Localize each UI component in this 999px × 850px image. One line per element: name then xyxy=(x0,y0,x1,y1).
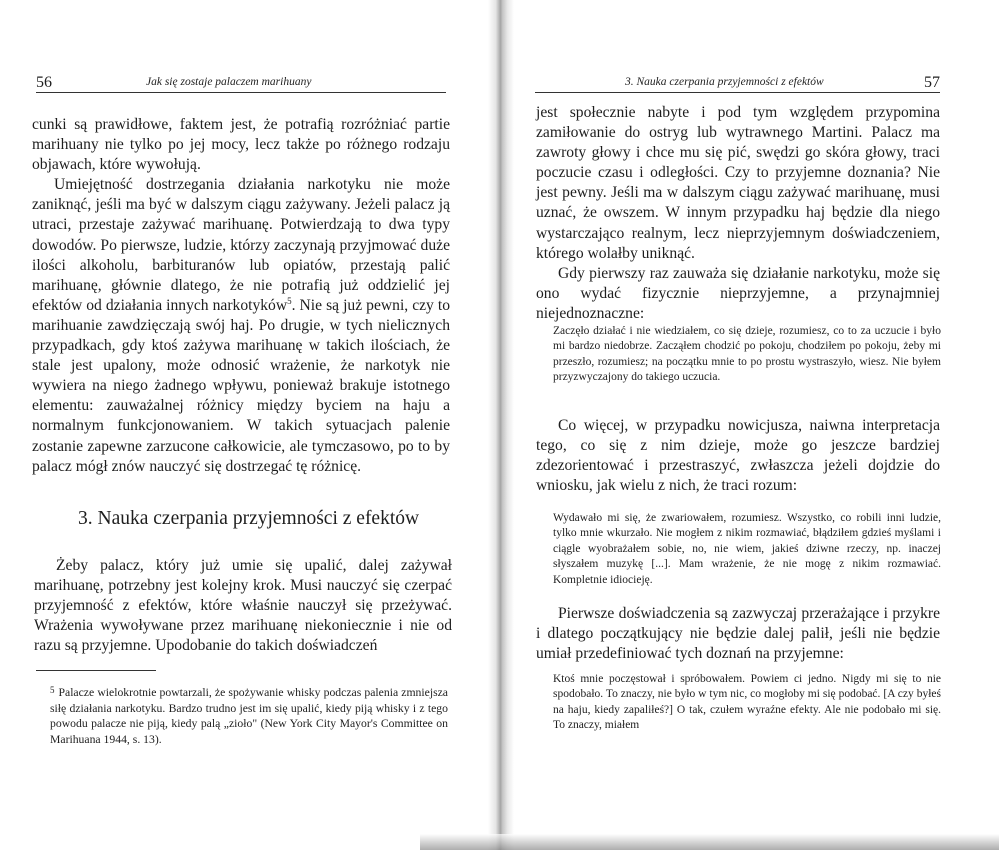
right-body-text-3 xyxy=(536,604,940,664)
interview-quote-3: Ktoś mnie poczęstował i spróbowałem. Powiem ci jedno. Nigdy mi się to nie spodobało. To znaczy, nie było w tym nic, co mogłoby mi się podobać. [A czy byłeś na haju, kiedy zapaliłeś?] O tak, czułem wyraźne efekty. Ale nie podobało mi się. To znaczy, miałem xyxy=(553,673,941,732)
scan-edge-bottom xyxy=(420,834,999,850)
right-page-number: 57 xyxy=(924,74,940,91)
right-body-text xyxy=(536,103,940,324)
left-paragraph-2-part-2: . Nie są już pewni, czy to marihuanie zawdzięczają swój haj. Po drugie, w tych nielicznych przypadkach, gdy ktoś zażywa marihuanę w takich ilościach, że stale jest upalony, może odnosić wrażenie, że narkotyk nie wywiera na niego żadnego wpływu, ponieważ brakuje istotnego elementu: zauważalnej różnicy między byciem na haju a normalnym funkcjonowaniem. W takich sytuacjach palenie zostanie zapewne zarzucone całkowicie, ale tymczasowo, po to by palacz mógł znów nauczyć się dostrzegać tę różnicę. xyxy=(32,296,450,475)
left-paragraph-3: Żeby palacz, który już umie się upalić, dalej zażywał marihuanę, potrzebny jest kolejny krok. Musi nauczyć się czerpać przyjemność z efektów, które właśnie nauczył się przeżywać. Wrażenia wywoływane przez marihuanę niekoniecznie i nie od razu są przyjemne. Upodobanie do takich doświadczeń xyxy=(34,557,452,655)
footnote-divider xyxy=(36,670,156,671)
footnote-reference: 5 xyxy=(287,295,292,306)
section-heading: 3. Nauka czerpania przyjemności z efektów xyxy=(78,508,420,529)
interview-quote-2: Wydawało mi się, że zwariowałem, rozumiesz. Wszystko, co robili inni ludzie, tylko mnie wkurzało. Nie mogłem z nikim rozmawiać, błądziłem gdzieś myślami i ciągle wyobrażałem sobie, no, nie wiem, jakieś dziwne rzeczy, np. inaczej słyszałem muzykę [...]. Mam wrażenie, że nie mogę z nikim rozmawiać. Kompletnie idiocieję. xyxy=(553,512,941,586)
left-page xyxy=(0,0,493,850)
book-gutter xyxy=(488,0,514,850)
right-running-head xyxy=(535,68,940,93)
left-paragraph-2 xyxy=(32,175,450,476)
footnote-text: Palacze wielokrotnie powtarzali, że spożywanie whisky podczas palenia zmniejsza siłę działania narkotyku. Bardzo trudno jest im się upalić, kiedy piją whisky i z tego powodu palacze nie piją, kiedy palą „zioło" (New York City Mayor's Committee on Marihuana 1944, s. 13). xyxy=(50,686,448,746)
right-body-text-2 xyxy=(536,416,940,496)
left-page-number: 56 xyxy=(36,74,52,91)
right-running-head-title: 3. Nauka czerpania przyjemności z efektów xyxy=(625,76,824,88)
left-running-head xyxy=(36,68,446,93)
right-paragraph-1: jest społecznie nabyte i pod tym względem przypomina zamiłowanie do ostryg lub wytrawnego Martini. Palacz ma zawroty głowy i chce mu się pić, swędzi go skóra głowy, traci poczucie czasu i odległości. Czy to przyjemne doznania? Nie jest pewny. Jeśli ma w dalszym ciągu zażywać marihuanę, musi uznać, że owszem. W innym przypadku haj będzie dla niego wystarczająco realnym, lecz nieprzyjemnym doświadczeniem, którego wolałby uniknąć. xyxy=(536,104,940,262)
left-paragraph-1: cunki są prawidłowe, faktem jest, że potrafią rozróżniać partie marihuany nie tylko po jej mocy, lecz także po różnego rodzaju objawach, które wywołują. xyxy=(32,116,450,174)
left-running-head-title: Jak się zostaje palaczem marihuany xyxy=(146,76,312,88)
left-paragraph-2-part-1: Umiejętność dostrzegania działania narkotyku nie może zaniknąć, jeśli ma być w dalszym ciągu zażywany. Jeżeli palacz ją utraci, przestaje zażywać marihuanę. Potwierdzają to dwa typy dowodów. Po pierwsze, ludzie, którzy zaczynają przyjmować duże ilości alkoholu, barbituranów lub opiatów, przestają palić marihuanę, głównie dlatego, że nie potrafią już oddzielić jej efektów od działania innych narkotyków xyxy=(32,176,450,314)
left-body-text-2 xyxy=(34,556,452,656)
right-paragraph-3: Co więcej, w przypadku nowicjusza, naiwna interpretacja tego, co się z nim dzieje, może go jeszcze bardziej zdezorientować i przestraszyć, zwłaszcza jeżeli dojdzie do wniosku, jak wielu z nich, że traci rozum: xyxy=(536,417,940,495)
left-body-text xyxy=(32,115,450,477)
footnote-number: 5 xyxy=(50,685,55,695)
right-paragraph-2: Gdy pierwszy raz zauważa się działanie narkotyku, może się ono wydać fizycznie nieprzyjemne, a przynajmniej niejednoznaczne: xyxy=(536,264,940,322)
footnote xyxy=(50,683,448,747)
interview-quote-1: Zaczęło działać i nie wiedziałem, co się dzieje, rozumiesz, co to za uczucie i było mi bardzo niedobrze. Zacząłem chodzić po pokoju, chodziłem po pokoju, żeby mi przeszło, rozumiesz; na początku mnie to po prostu wystraszyło, wiesz. Nie byłem przyzwyczajony do takiego uczucia. xyxy=(553,325,941,384)
right-paragraph-4: Pierwsze doświadczenia są zazwyczaj przerażające i przykre i dlatego początkujący nie będzie dalej palił, jeśli nie będzie umiał przedefiniować tych doznań na przyjemne: xyxy=(536,605,940,663)
